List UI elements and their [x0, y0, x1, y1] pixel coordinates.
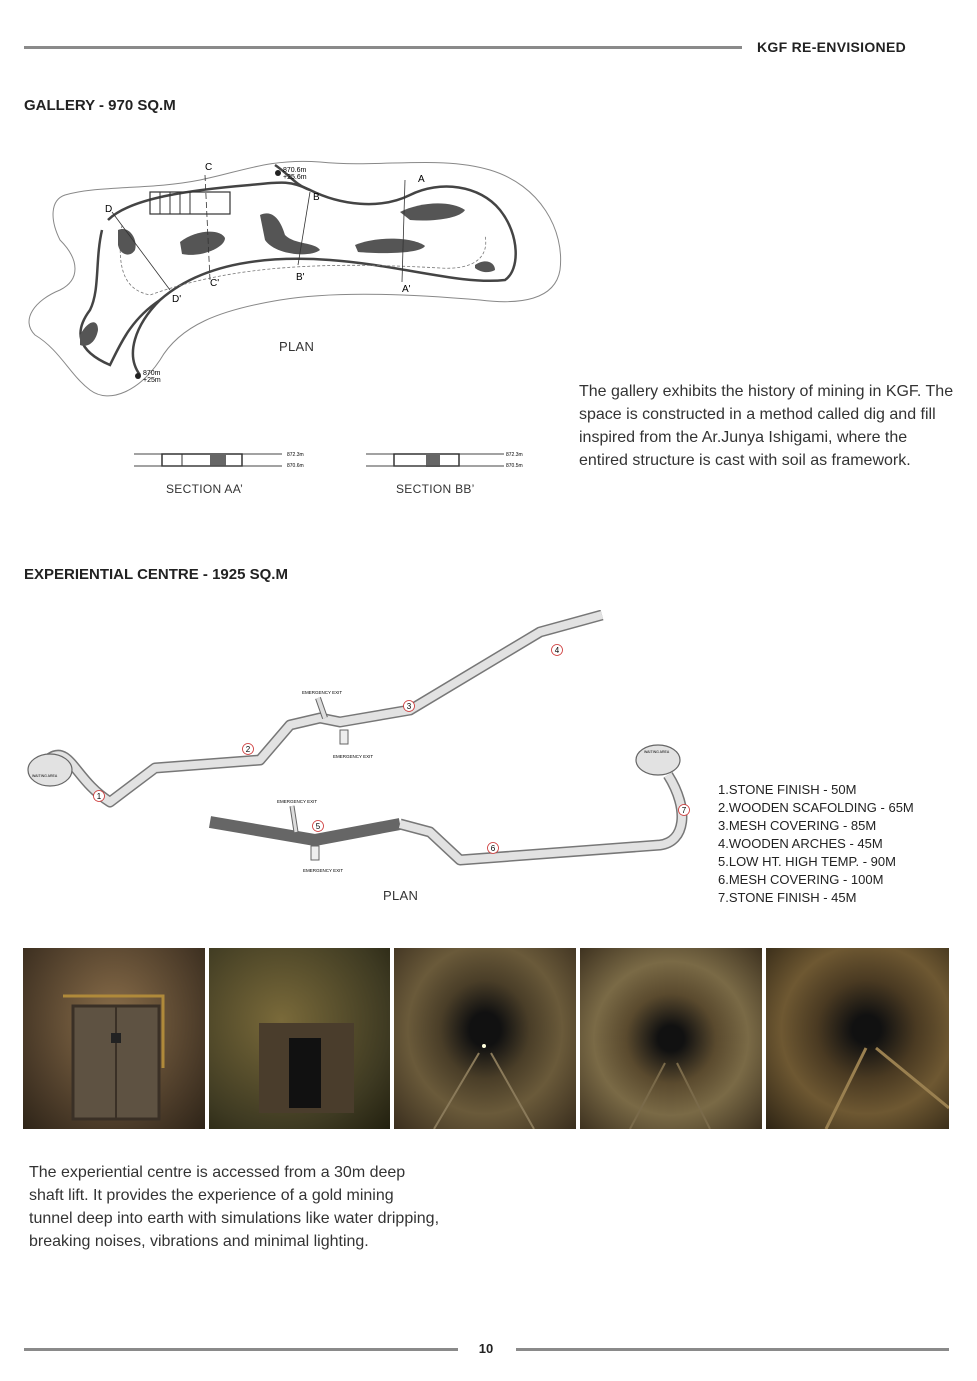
gallery-description: The gallery exhibits the history of mining in KGF. The space is constructed in a method called dig and fill inspired from the Ar.Junya Ishigami, where the entired structure is cast with soil as framework. — [579, 383, 954, 469]
emergency-exit-label-4: EMERGENCY EXIT — [303, 868, 344, 873]
experiential-description: The experiential centre is accessed from a 30m deep shaft lift. It provides the experience of a gold mining tunnel deep into earth with simulations like water dripping, breaking noises, vibrations and minimal lighting. — [29, 1164, 440, 1250]
timber-doorway-photo — [209, 948, 390, 1129]
emergency-exit-label-1: EMERGENCY EXIT — [302, 690, 343, 695]
rail-tunnel-photo — [394, 948, 576, 1129]
gallery-title: GALLERY - 970 SQ.M — [24, 97, 176, 114]
legend-item: 3.MESH COVERING - 85M — [718, 818, 877, 833]
marker-2: 2 — [245, 745, 251, 754]
legend-item: 7.STONE FINISH - 45M — [718, 890, 857, 905]
footer-rule-left — [24, 1348, 458, 1351]
marker-3: 3 — [406, 702, 412, 711]
footer-rule-right — [516, 1348, 949, 1351]
level-bottom-1: 870m — [143, 370, 161, 377]
svg-text:WAITING AREA: WAITING AREA — [32, 774, 58, 778]
emergency-exit-label-2: EMERGENCY EXIT — [333, 754, 374, 759]
marker-1: 1 — [96, 792, 102, 801]
legend-item: 2.WOODEN SCAFOLDING - 65M — [718, 800, 914, 815]
section-bb-label: SECTION BB’ — [396, 482, 475, 496]
svg-text:872.3m: 872.3m — [506, 452, 523, 458]
svg-text:870.6m: 870.6m — [287, 463, 304, 469]
marker-d2: D' — [172, 294, 182, 305]
marker-c: C — [205, 162, 213, 173]
legend-item: 1.STONE FINISH - 50M — [718, 782, 857, 797]
page-number: 10 — [478, 1341, 494, 1356]
mine-door-photo — [23, 948, 205, 1129]
marker-5: 5 — [315, 822, 321, 831]
document-title: KGF RE-ENVISIONED — [757, 39, 907, 55]
marker-c2: C' — [210, 278, 220, 289]
svg-text:WAITING AREA: WAITING AREA — [644, 750, 670, 754]
wooden-arch-tunnel-photo — [766, 948, 949, 1129]
svg-text:872.3m: 872.3m — [287, 452, 304, 458]
marker-b: B — [313, 192, 320, 203]
experiential-title: EXPERIENTIAL CENTRE - 1925 SQ.M — [24, 566, 288, 583]
level-top-2: +25.6m — [283, 174, 307, 181]
section-aa-label: SECTION AA’ — [166, 482, 244, 496]
marker-a: A — [418, 174, 425, 185]
arched-tunnel-photo — [580, 948, 762, 1129]
level-bottom-2: +25m — [143, 377, 161, 384]
level-top-1: 870.6m — [283, 167, 307, 174]
experiential-plan-drawing — [20, 610, 720, 880]
marker-d: D — [105, 204, 113, 215]
tunnel-legend — [718, 781, 914, 907]
marker-4: 4 — [554, 646, 560, 655]
emergency-exit-label-3: EMERGENCY EXIT — [277, 799, 318, 804]
svg-text:870.5m: 870.5m — [506, 463, 523, 469]
marker-7: 7 — [681, 806, 687, 815]
section-aa-drawing — [132, 448, 312, 474]
experiential-plan-label: PLAN — [383, 888, 419, 903]
legend-item: 5.LOW HT. HIGH TEMP. - 90M — [718, 854, 896, 869]
section-bb-drawing — [364, 448, 544, 474]
marker-a2: A' — [402, 284, 411, 295]
marker-b2: B' — [296, 272, 305, 283]
legend-item: 6.MESH COVERING - 100M — [718, 872, 884, 887]
legend-item: 4.WOODEN ARCHES - 45M — [718, 836, 883, 851]
gallery-plan-drawing — [20, 150, 580, 410]
gallery-plan-label: PLAN — [279, 339, 315, 354]
header-rule — [24, 46, 742, 49]
marker-6: 6 — [490, 844, 496, 853]
